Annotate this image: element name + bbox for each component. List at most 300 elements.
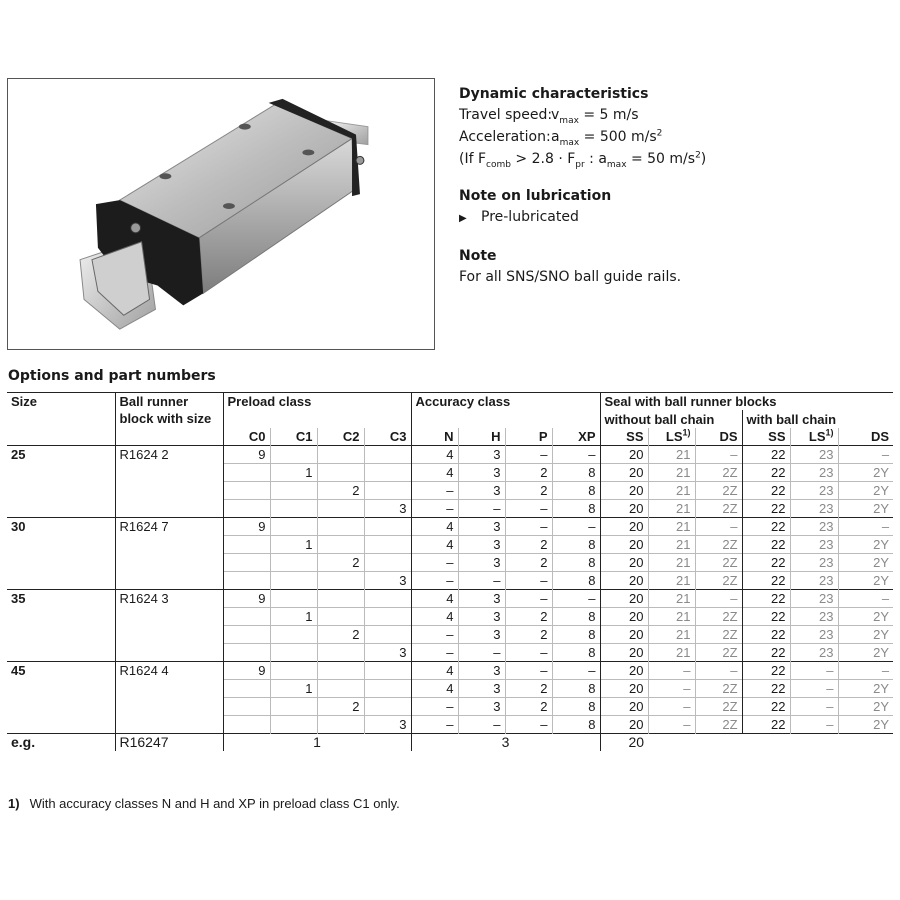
table-cell [364,590,411,608]
table-cell: 20 [600,554,648,572]
table-cell: 20 [600,680,648,698]
cond-sub3: max [606,159,627,170]
table-cell: 2 [505,482,552,500]
cond-mid2: : a [584,151,607,167]
table-cell: 3 [364,500,411,518]
block-part-cell: R1624 2 [115,446,223,518]
without-chain-header: without ball chain [600,410,742,428]
table-cell: 2 [317,698,364,716]
table-cell: 21 [648,536,695,554]
table-cell [223,626,270,644]
table-cell: 20 [600,626,648,644]
table-cell: 2Y [838,698,893,716]
table-cell: 23 [790,500,838,518]
table-cell: 20 [600,536,648,554]
table-cell: – [411,626,458,644]
table-cell [364,680,411,698]
table-cell [364,554,411,572]
table-cell [270,518,317,536]
example-label: e.g. [7,734,115,752]
table-cell: – [790,698,838,716]
table-cell: – [790,662,838,680]
table-cell: 2Y [838,554,893,572]
table-cell: 21 [648,572,695,590]
table-cell: 3 [458,464,505,482]
table-cell [364,482,411,500]
table-cell: 23 [790,518,838,536]
table-cell: 22 [742,464,790,482]
table-cell: – [695,518,742,536]
triangle-bullet-icon: ▶ [459,213,467,224]
table-cell: 2 [317,554,364,572]
ball-runner-header: Ball runner block with size [115,393,223,446]
table-cell: 4 [411,536,458,554]
table-cell: 20 [600,698,648,716]
table-cell: 9 [223,518,270,536]
table-cell: 8 [552,500,600,518]
table-cell: 2Z [695,626,742,644]
table-cell: 2Z [695,482,742,500]
table-cell: – [505,662,552,680]
table-cell: 4 [411,518,458,536]
table-cell: 22 [742,536,790,554]
table-cell: 4 [411,464,458,482]
table-cell: 8 [552,536,600,554]
table-cell: 20 [600,608,648,626]
table-cell [270,446,317,464]
cond-close: ) [700,151,707,167]
table-cell: 2Y [838,680,893,698]
table-cell: 20 [600,464,648,482]
table-cell: 20 [600,500,648,518]
table-cell [223,500,270,518]
with-chain-header: with ball chain [742,410,893,428]
table-cell: – [790,716,838,734]
table-cell: 21 [648,626,695,644]
table-cell [317,572,364,590]
table-cell: 22 [742,482,790,500]
table-cell: – [695,662,742,680]
table-cell: 22 [742,500,790,518]
size-cell: 45 [7,662,115,734]
table-cell: – [411,716,458,734]
vmax-sub: max [559,115,579,126]
table-cell [270,590,317,608]
table-cell [364,536,411,554]
dynamic-characteristics [459,84,889,170]
block-part-cell: R1624 4 [115,662,223,734]
table-cell: 2 [505,464,552,482]
ball-runner-block-image [8,79,434,349]
table-cell: – [411,698,458,716]
table-cell: 2Y [838,536,893,554]
amax-value: = 500 m/s [579,129,657,145]
table-cell: 3 [458,554,505,572]
table-cell: 23 [790,590,838,608]
table-cell: 23 [790,446,838,464]
table-cell: 8 [552,554,600,572]
table-cell [364,446,411,464]
table-cell: 2 [505,554,552,572]
table-cell: 8 [552,572,600,590]
options-part-numbers-table [7,392,893,751]
table-cell: 2Z [695,554,742,572]
table-cell [223,698,270,716]
table-cell: 3 [458,662,505,680]
table-cell: 21 [648,554,695,572]
table-cell: 3 [458,698,505,716]
xp-header: XP [552,428,600,446]
ss2-header: SS [742,428,790,446]
table-cell: 2 [505,680,552,698]
table-cell: 22 [742,662,790,680]
table-cell: – [552,446,600,464]
table-cell: 1 [270,464,317,482]
table-cell [223,716,270,734]
preload-header: Preload class [223,393,411,411]
table-cell: 2Z [695,644,742,662]
table-cell: 2Z [695,464,742,482]
table-cell: 8 [552,644,600,662]
table-cell: – [411,482,458,500]
seal-header: Seal with ball runner blocks [600,393,893,411]
acceleration-line [459,126,889,148]
table-row [7,662,893,680]
table-cell: 23 [790,608,838,626]
table-row [7,590,893,608]
table-cell [270,626,317,644]
c1-header: C1 [270,428,317,446]
table-cell: 23 [790,554,838,572]
table-cell: 2Z [695,680,742,698]
table-cell [364,518,411,536]
table-cell [270,662,317,680]
lubrication-text: Pre-lubricated [481,209,579,225]
size-header: Size [7,393,115,446]
table-cell: 2Z [695,536,742,554]
table-cell: 20 [600,662,648,680]
table-cell: 8 [552,698,600,716]
table-cell: 1 [270,680,317,698]
table-cell [223,644,270,662]
acceleration-label: Acceleration: [459,129,551,145]
ds2-header: DS [838,428,893,446]
table-cell [223,536,270,554]
table-cell: 3 [458,626,505,644]
table-cell: 22 [742,446,790,464]
table-cell [317,716,364,734]
table-cell: 1 [270,608,317,626]
table-cell: 2Y [838,626,893,644]
table-cell: 2Y [838,464,893,482]
table-cell: 20 [600,572,648,590]
ss-header: SS [600,428,648,446]
table-cell [270,572,317,590]
table-cell: – [458,716,505,734]
table-cell [317,536,364,554]
cond-sub1: comb [486,159,511,170]
c2-header: C2 [317,428,364,446]
table-cell: – [838,518,893,536]
table-cell: 3 [458,482,505,500]
table-cell [317,590,364,608]
table-cell: 3 [364,644,411,662]
table-cell: 21 [648,590,695,608]
table-cell: – [411,500,458,518]
table-cell [317,680,364,698]
table-cell: 8 [552,716,600,734]
info-panel [459,84,889,304]
table-cell: 3 [458,518,505,536]
table-cell: – [790,680,838,698]
table-cell: 8 [552,608,600,626]
table-cell: 20 [600,716,648,734]
table-cell: 4 [411,680,458,698]
c3-header: C3 [364,428,411,446]
cond-sup: 2 [695,150,701,161]
table-cell: 2Y [838,716,893,734]
product-image-frame [7,78,435,350]
table-cell: – [411,572,458,590]
table-cell: – [838,590,893,608]
table-cell: – [695,590,742,608]
table-cell: – [552,590,600,608]
table-cell: 8 [552,626,600,644]
table-cell: 21 [648,608,695,626]
table-row [7,446,893,464]
table-cell [317,500,364,518]
table-cell: 22 [742,680,790,698]
table-cell [317,644,364,662]
example-row [7,734,893,752]
cond-mid: > 2.8 · F [510,151,576,167]
table-cell: 2Y [838,572,893,590]
table-cell: 21 [648,644,695,662]
table-cell: 3 [458,536,505,554]
table-cell: 20 [600,590,648,608]
table-cell [270,716,317,734]
cond-open: (If F [459,151,487,167]
table-cell: 2Y [838,482,893,500]
lubrication-note [459,186,889,230]
table-cell [270,554,317,572]
rail-note [459,246,889,288]
table-cell: – [458,644,505,662]
table-cell: – [411,554,458,572]
table-body [7,446,893,734]
table-cell [223,608,270,626]
table-cell: 8 [552,482,600,500]
table-cell: – [505,500,552,518]
example-accuracy: 3 [411,734,600,752]
table-cell [223,482,270,500]
table-cell: 2 [505,698,552,716]
footnote-mark: 1) [8,796,20,811]
table-cell: 22 [742,626,790,644]
table-cell: 9 [223,446,270,464]
table-cell: – [505,518,552,536]
table-cell: 2Z [695,608,742,626]
table-cell: – [552,662,600,680]
table-cell: 3 [458,608,505,626]
table-cell: – [505,446,552,464]
table-cell: 2Z [695,698,742,716]
table-cell: 2Z [695,572,742,590]
example-block: R16247 [115,734,223,752]
size-cell: 35 [7,590,115,662]
table-cell: 3 [458,446,505,464]
table-cell: 21 [648,446,695,464]
table-cell [270,482,317,500]
table-cell [270,644,317,662]
table-cell: – [648,698,695,716]
table-cell [364,608,411,626]
table-cell: 21 [648,482,695,500]
table-cell [223,680,270,698]
table-cell [317,608,364,626]
table-cell: 2Z [695,716,742,734]
table-cell: 22 [742,698,790,716]
table-cell: 8 [552,464,600,482]
n-header: N [411,428,458,446]
amax-symbol: a [551,129,560,145]
table-cell: 2 [317,626,364,644]
cond-sub2: pr [575,159,585,170]
table-cell [317,662,364,680]
table-cell: – [458,572,505,590]
vmax-value: = 5 m/s [578,107,639,123]
table-cell: – [411,644,458,662]
table-cell: – [505,644,552,662]
ls2-header: LS$^{1)}$ [790,428,838,446]
table-cell: – [648,680,695,698]
size-cell: 25 [7,446,115,518]
table-cell: 2 [505,626,552,644]
table-cell: 20 [600,482,648,500]
table-cell [317,518,364,536]
table-cell: 8 [552,680,600,698]
table-title: Options and part numbers [8,368,216,384]
table-cell: 23 [790,482,838,500]
p-header: P [505,428,552,446]
table-row [7,518,893,536]
amax-sub: max [559,137,580,148]
table-cell: – [552,518,600,536]
table-cell: 22 [742,590,790,608]
table-cell [317,464,364,482]
ls-header: LS$^{1)}$ [648,428,695,446]
table-cell: 22 [742,644,790,662]
c0-header: C0 [223,428,270,446]
table-cell [223,572,270,590]
note-heading: Note [459,248,497,264]
table-cell [364,464,411,482]
table-cell: 22 [742,518,790,536]
accuracy-header: Accuracy class [411,393,600,411]
table-cell: 2Z [695,500,742,518]
table-cell: 1 [270,536,317,554]
table-cell: 22 [742,554,790,572]
table-cell: 3 [364,572,411,590]
table-cell [270,698,317,716]
footnote [8,796,400,811]
table-cell: – [505,716,552,734]
ds-header: DS [695,428,742,446]
table-cell: – [838,446,893,464]
table-cell [223,554,270,572]
table-cell: 3 [364,716,411,734]
table-cell: 20 [600,446,648,464]
table-cell: – [838,662,893,680]
vmax-symbol: v [551,107,560,123]
travel-speed-line [459,104,889,126]
table-cell: 3 [458,590,505,608]
table-cell: 21 [648,518,695,536]
lubrication-item [459,206,889,230]
table-cell: 4 [411,446,458,464]
amax-sup: 2 [656,128,663,139]
table-cell: 2 [317,482,364,500]
table-cell: 20 [600,518,648,536]
table-cell: 2Y [838,500,893,518]
table-cell: 2 [505,608,552,626]
table-cell [364,662,411,680]
condition-line [459,148,889,170]
table-cell: – [695,446,742,464]
dynamic-heading: Dynamic characteristics [459,86,649,102]
table-cell: 9 [223,662,270,680]
note-text: For all SNS/SNO ball guide rails. [459,269,682,285]
table-cell: 21 [648,500,695,518]
table-cell: 23 [790,536,838,554]
table-cell [364,626,411,644]
example-seal: 20 [600,734,648,752]
table-cell: 9 [223,590,270,608]
table-cell: – [505,572,552,590]
cond-val: = 50 m/s [626,151,696,167]
table-cell [364,698,411,716]
table-cell: 23 [790,626,838,644]
table-cell: 21 [648,464,695,482]
table-cell [317,446,364,464]
table-cell: 23 [790,464,838,482]
table-cell: 23 [790,644,838,662]
header-row-1 [7,393,893,411]
table-cell [270,500,317,518]
table-cell: 23 [790,572,838,590]
table-cell: – [648,662,695,680]
block-part-cell: R1624 7 [115,518,223,590]
table-cell: 22 [742,716,790,734]
table-cell: 2Y [838,608,893,626]
table-cell: – [458,500,505,518]
example-preload: 1 [223,734,411,752]
table-cell [223,464,270,482]
table-cell: 4 [411,608,458,626]
h-header: H [458,428,505,446]
table-cell: 22 [742,572,790,590]
lubrication-heading: Note on lubrication [459,188,612,204]
table-cell: – [505,590,552,608]
table-cell: 3 [458,680,505,698]
table-cell: 2 [505,536,552,554]
size-cell: 30 [7,518,115,590]
footnote-text: With accuracy classes N and H and XP in preload class C1 only. [29,796,400,811]
table-cell: 4 [411,590,458,608]
table-cell: – [648,716,695,734]
table-cell: 2Y [838,644,893,662]
block-part-cell: R1624 3 [115,590,223,662]
